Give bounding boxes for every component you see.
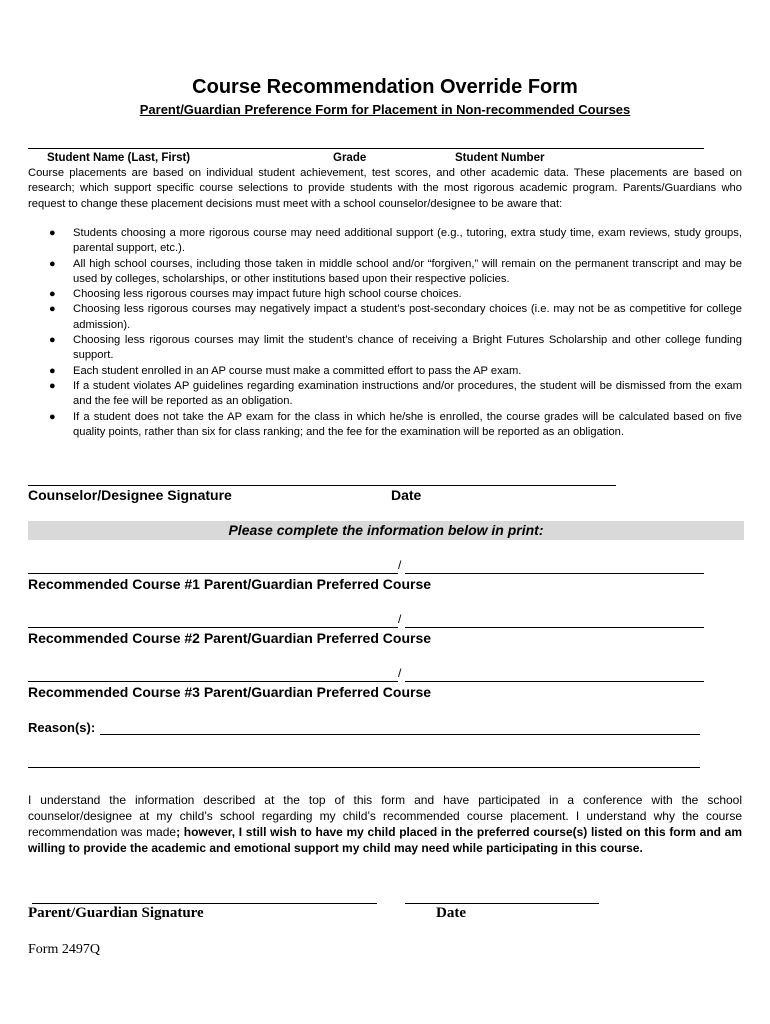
bullet-icon: ● [49, 364, 56, 377]
parent-signature-line[interactable] [32, 903, 377, 904]
acknowledgement-paragraph [28, 792, 742, 856]
bullet-icon: ● [49, 379, 56, 392]
print-instruction-banner: Please complete the information below in print: [28, 521, 744, 540]
reason-field-line-2[interactable] [28, 767, 700, 768]
recommended-course-1-field[interactable] [28, 573, 398, 574]
student-number-label: Student Number [455, 152, 545, 164]
list-item: ● Choosing less rigorous courses may limit the student’s chance of receiving a Bright Futures Scholarship and other college funding support. [49, 334, 742, 362]
requirements-list [28, 226, 742, 440]
reason-label: Reason(s): [28, 720, 96, 735]
acknowledgement-text: I understand the information described at the top of this form and have participated in a conference with the school counselor/designee at my child’s school regarding my child’s recommended course placement. I understand why the course recommendation was made [28, 793, 742, 839]
course-separator: / [398, 666, 402, 680]
reason-field-line-1[interactable] [100, 734, 700, 735]
counselor-date-label: Date [391, 487, 422, 503]
form-title: Course Recommendation Override Form [192, 76, 578, 98]
course-2-label: Recommended Course #2 Parent/Guardian Preferred Course [28, 630, 432, 646]
list-item: ● If a student does not take the AP exam for the class in which he/she is enrolled, the course grades will be calculated based on five quality points, rather than six for class ranking; and the fee for the examination will be reported as an obligation. [49, 410, 742, 438]
list-item: ● If a student violates AP guidelines regarding examination instructions and/or procedures, the student will be dismissed from the exam and the fee will be reported as an obligation. [49, 379, 742, 408]
student-name-label: Student Name (Last, First) [47, 152, 191, 164]
form-subtitle: Parent/Guardian Preference Form for Placement in Non-recommended Courses [139, 102, 631, 117]
recommended-course-3-field[interactable] [28, 681, 398, 682]
list-item: ● Students choosing a more rigorous course may need additional support (e.g., tutoring, extra study time, exam reviews, study groups, parental support, etc.). [49, 227, 742, 255]
preferred-course-2-field[interactable] [405, 627, 704, 628]
preferred-course-1-field[interactable] [405, 573, 704, 574]
course-separator: / [398, 612, 402, 626]
counselor-signature-label: Counselor/Designee Signature [28, 487, 232, 503]
acknowledgement-bold-text: ; however, I still wish to have my child placed in the preferred course(s) listed on this form and am willing to provide the academic and emotional support my child may need while participating in this course. [28, 825, 743, 855]
preferred-course-3-field[interactable] [405, 681, 704, 682]
parent-signature-label: Parent/Guardian Signature [28, 905, 204, 921]
student-info-line[interactable] [28, 148, 704, 149]
bullet-icon: ● [49, 288, 56, 301]
list-item: ● All high school courses, including those taken in middle school and/or “forgiven,” will remain on the permanent transcript and may be used by colleges, scholarships, or other institutions based upon their respective policies. [49, 257, 742, 285]
bullet-icon: ● [49, 410, 56, 423]
bullet-icon: ● [49, 227, 56, 239]
form-number: Form 2497Q [28, 942, 100, 957]
list-item: ● Choosing less rigorous courses may impact future high school course choices. [28, 287, 742, 302]
course-1-label: Recommended Course #1 Parent/Guardian Preferred Course [28, 576, 432, 592]
grade-label: Grade [333, 152, 367, 164]
list-item: ● Each student enrolled in an AP course must make a committed effort to pass the AP exam. [28, 364, 742, 379]
counselor-signature-line[interactable] [28, 485, 616, 486]
recommended-course-2-field[interactable] [28, 627, 398, 628]
course-separator: / [398, 558, 402, 572]
course-3-label: Recommended Course #3 Parent/Guardian Preferred Course [28, 684, 432, 700]
bullet-icon: ● [49, 334, 56, 347]
list-item: ● Choosing less rigorous courses may negatively impact a student’s post-secondary choices (i.e. may not be as competitive for college admission). [49, 303, 742, 331]
parent-date-label: Date [436, 905, 466, 921]
bullet-icon: ● [49, 257, 56, 270]
intro-paragraph: Course placements are based on individual student achievement, test scores, and other academic data. These placements are based on research; which support specific course selections to provide students with the most rigorous academic program. Parents/Guardians who request to change these placement decisions must meet with a school counselor/designee to be aware that: [28, 167, 742, 210]
bullet-icon: ● [49, 303, 56, 316]
parent-date-line[interactable] [405, 903, 599, 904]
